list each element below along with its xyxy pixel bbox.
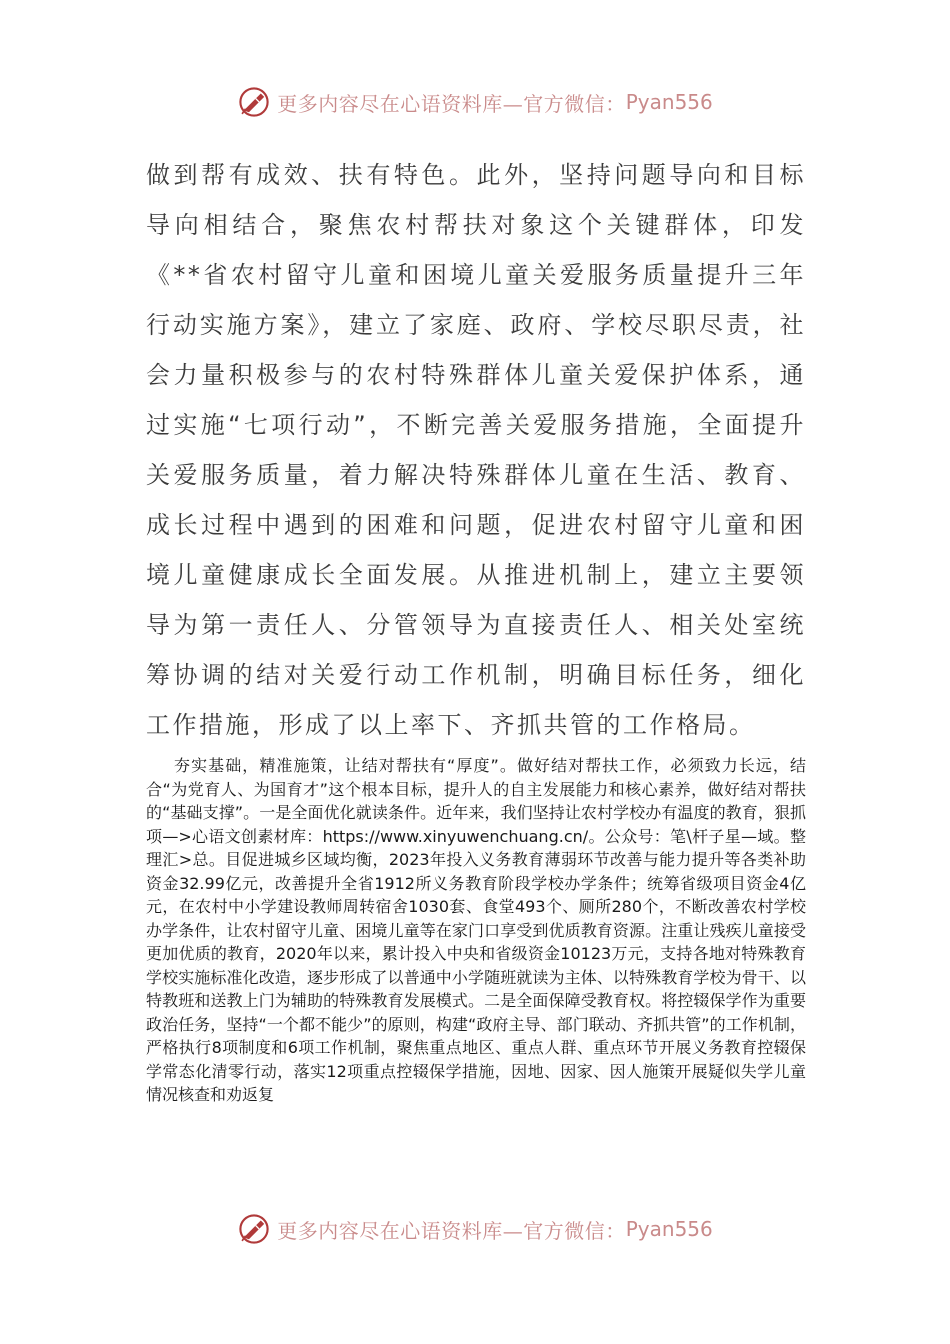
banner-contact: Pyan556 [625,90,713,114]
body-paragraph-small: 夯实基础，精准施策，让结对帮扶有“厚度”。做好结对帮扶工作，必须致力长远，结合“为党育人、为国育才”这个根本目标，提升人的自主发展能力和核心素养，做好结对帮扶的“基础支撑”。一是全面优化就读条件。近年来，我们坚持让农村学校办有温度的教育，狠抓项—>心语文创素材库：https://www.xinyuwenchuang.cn/。公众号：笔\杆子星—域。整理汇>总。目促进城乡区域均衡，2023年投入义务教育薄弱环节改善与能力提升等各类补助资金32.99亿元，改善提升全省1912所义务教育阶段学校办学条件；统筹省级项目资金4亿元，在农村中小学建设教师周转宿舍1030套、食堂493个、厕所280个，不断改善农村学校办学条件，让农村留守儿童、困境儿童等在家门口享受到优质教育资源。注重让残疾儿童接受更加优质的教育，2020年以来，累计投入中央和省级资金10123万元，支持各地对特殊教育学校实施标准化改造，逐步形成了以普通中小学随班就读为主体、以特殊教育学校为骨干、以特教班和送教上门为辅助的特殊教育发展模式。二是全面保障受教育权。将控辍保学作为重要政治任务，坚持“一个都不能少”的原则，构建“政府主导、部门联动、齐抓共管”的工作机制，严格执行8项制度和6项工作机制，聚焦重点地区、重点人群、重点环节开展义务教育控辍保学常态化清零行动，落实12项重点控辍保学措施，因地、因家、因人施策开展疑似失学儿童情况核查和劝返复 [146,756,806,1104]
footer-banner [0,1209,950,1249]
banner-contact: Pyan556 [625,1217,713,1241]
body-paragraph-large: 做到帮有成效、扶有特色。此外，坚持问题导向和目标导向相结合，聚焦农村帮扶对象这个关键群体，印发《**省农村留守儿童和困境儿童关爱服务质量提升三年行动实施方案》，建立了家庭、政府、学校尽职尽责，社会力量积极参与的农村特殊群体儿童关爱保护体系，通过实施“七项行动”，不断完善关爱服务措施，全面提升关爱服务质量，着力解决特殊群体儿童在生活、教育、成长过程中遇到的困难和问题，促进农村留守儿童和困境儿童健康成长全面发展。从推进机制上，建立主要领导为第一责任人、分管领导为直接责任人、相关处室统筹协调的结对关爱行动工作机制，明确目标任务，细化工作措施，形成了以上率下、齐抓共管的工作格局。 [146,161,806,739]
banner-text: 更多内容尽在心语资料库—官方微信： [277,91,626,116]
quill-pen-logo-icon [237,1212,271,1246]
quill-pen-logo-icon [237,85,271,119]
banner-text: 更多内容尽在心语资料库—官方微信： [277,1218,626,1243]
header-banner [0,82,950,122]
